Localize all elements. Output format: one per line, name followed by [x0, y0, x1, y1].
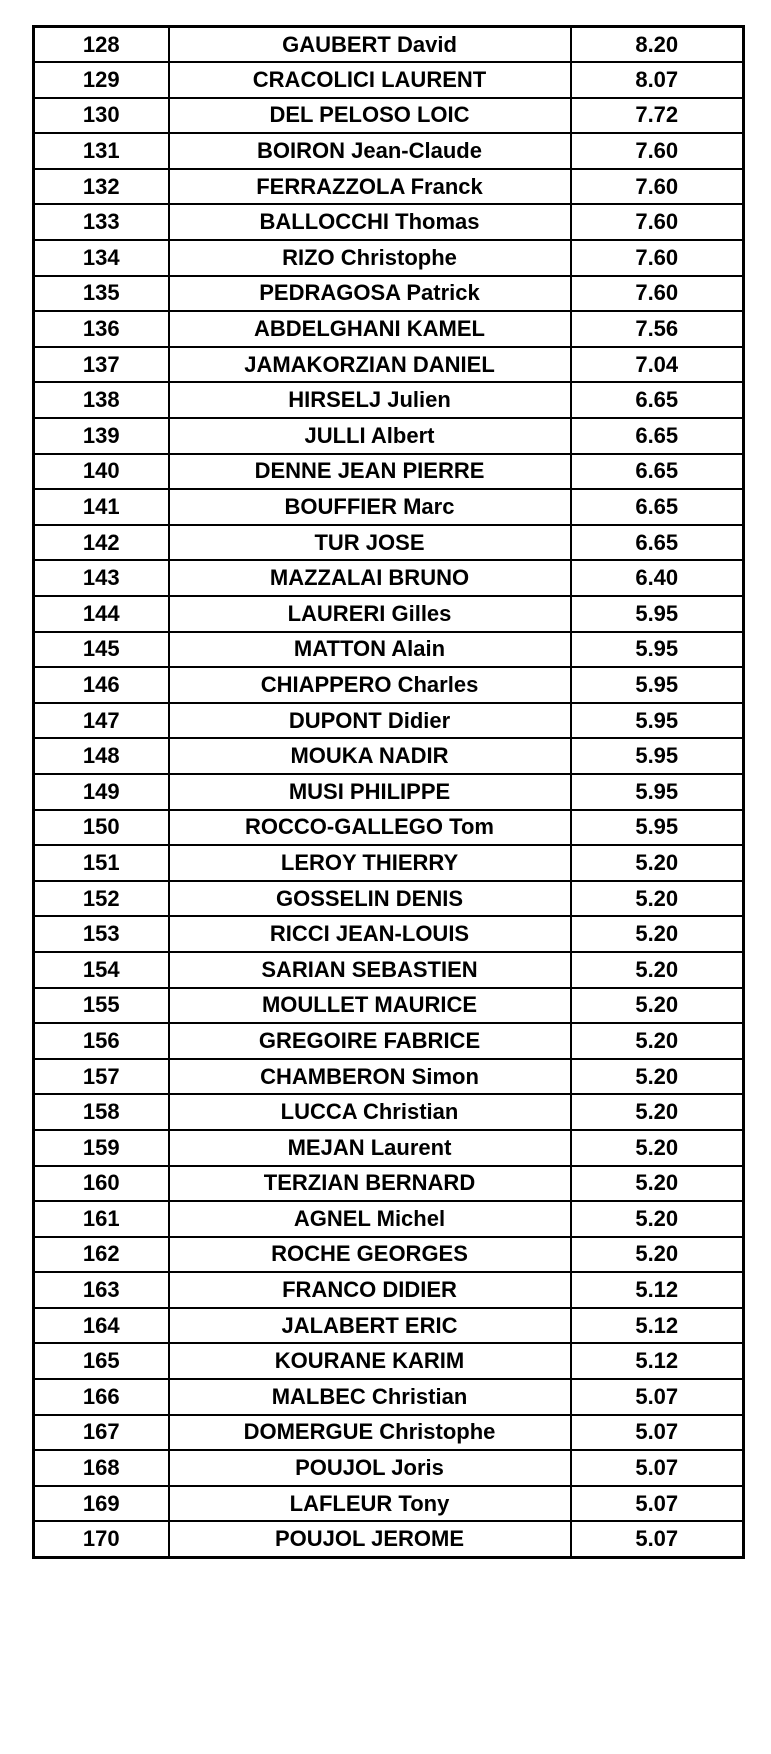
score-cell: 8.20 [571, 27, 744, 63]
name-cell: CRACOLICI LAURENT [169, 62, 571, 98]
name-cell: GREGOIRE FABRICE [169, 1023, 571, 1059]
score-cell: 5.20 [571, 881, 744, 917]
rank-cell: 137 [34, 347, 169, 383]
rank-cell: 154 [34, 952, 169, 988]
table-row [34, 1343, 744, 1379]
score-cell: 5.95 [571, 703, 744, 739]
score-cell: 7.60 [571, 204, 744, 240]
score-cell: 5.12 [571, 1343, 744, 1379]
name-cell: MUSI PHILIPPE [169, 774, 571, 810]
rank-cell: 162 [34, 1237, 169, 1273]
name-cell: HIRSELJ Julien [169, 382, 571, 418]
name-cell: TERZIAN BERNARD [169, 1166, 571, 1202]
name-cell: PEDRAGOSA Patrick [169, 276, 571, 312]
rank-cell: 161 [34, 1201, 169, 1237]
rank-cell: 164 [34, 1308, 169, 1344]
rank-cell: 132 [34, 169, 169, 205]
score-cell: 5.20 [571, 952, 744, 988]
table-row [34, 1094, 744, 1130]
name-cell: DUPONT Didier [169, 703, 571, 739]
name-cell: LEROY THIERRY [169, 845, 571, 881]
rank-cell: 147 [34, 703, 169, 739]
rank-cell: 145 [34, 632, 169, 668]
score-cell: 6.65 [571, 489, 744, 525]
name-cell: KOURANE KARIM [169, 1343, 571, 1379]
table-row [34, 1308, 744, 1344]
table-row [34, 1415, 744, 1451]
table-row [34, 1237, 744, 1273]
table-row [34, 916, 744, 952]
name-cell: TUR JOSE [169, 525, 571, 561]
name-cell: DEL PELOSO LOIC [169, 98, 571, 134]
rank-cell: 152 [34, 881, 169, 917]
table-row [34, 596, 744, 632]
name-cell: DENNE JEAN PIERRE [169, 454, 571, 490]
score-cell: 5.07 [571, 1486, 744, 1522]
rank-cell: 168 [34, 1450, 169, 1486]
name-cell: FERRAZZOLA Franck [169, 169, 571, 205]
score-cell: 5.95 [571, 596, 744, 632]
name-cell: LUCCA Christian [169, 1094, 571, 1130]
table-row [34, 133, 744, 169]
table-row [34, 311, 744, 347]
name-cell: RICCI JEAN-LOUIS [169, 916, 571, 952]
score-cell: 7.60 [571, 133, 744, 169]
table-row [34, 1059, 744, 1095]
name-cell: LAURERI Gilles [169, 596, 571, 632]
rank-cell: 163 [34, 1272, 169, 1308]
rank-cell: 130 [34, 98, 169, 134]
rank-cell: 135 [34, 276, 169, 312]
name-cell: CHIAPPERO Charles [169, 667, 571, 703]
table-row [34, 240, 744, 276]
table-row [34, 489, 744, 525]
table-row [34, 1201, 744, 1237]
score-cell: 7.04 [571, 347, 744, 383]
score-cell: 6.65 [571, 418, 744, 454]
score-cell: 8.07 [571, 62, 744, 98]
rank-cell: 140 [34, 454, 169, 490]
table-row [34, 1450, 744, 1486]
name-cell: AGNEL Michel [169, 1201, 571, 1237]
name-cell: BALLOCCHI Thomas [169, 204, 571, 240]
table-row [34, 1521, 744, 1557]
score-cell: 7.56 [571, 311, 744, 347]
table-row [34, 810, 744, 846]
table-row [34, 98, 744, 134]
name-cell: DOMERGUE Christophe [169, 1415, 571, 1451]
name-cell: MOUKA NADIR [169, 738, 571, 774]
table-row [34, 204, 744, 240]
rank-cell: 131 [34, 133, 169, 169]
score-cell: 5.95 [571, 738, 744, 774]
score-cell: 5.20 [571, 1130, 744, 1166]
table-row [34, 1023, 744, 1059]
name-cell: BOUFFIER Marc [169, 489, 571, 525]
name-cell: CHAMBERON Simon [169, 1059, 571, 1095]
name-cell: ABDELGHANI KAMEL [169, 311, 571, 347]
name-cell: GOSSELIN DENIS [169, 881, 571, 917]
name-cell: MEJAN Laurent [169, 1130, 571, 1166]
rank-cell: 133 [34, 204, 169, 240]
table-row [34, 845, 744, 881]
rank-cell: 141 [34, 489, 169, 525]
name-cell: LAFLEUR Tony [169, 1486, 571, 1522]
table-row [34, 1486, 744, 1522]
rank-cell: 166 [34, 1379, 169, 1415]
score-cell: 6.65 [571, 525, 744, 561]
score-cell: 5.12 [571, 1272, 744, 1308]
name-cell: SARIAN SEBASTIEN [169, 952, 571, 988]
score-cell: 5.95 [571, 774, 744, 810]
table-row [34, 881, 744, 917]
table-row [34, 667, 744, 703]
table-row [34, 347, 744, 383]
name-cell: ROCCO-GALLEGO Tom [169, 810, 571, 846]
rank-cell: 167 [34, 1415, 169, 1451]
table-row [34, 703, 744, 739]
table-row [34, 454, 744, 490]
rank-cell: 151 [34, 845, 169, 881]
score-cell: 5.20 [571, 1059, 744, 1095]
score-cell: 5.20 [571, 1094, 744, 1130]
rank-cell: 128 [34, 27, 169, 63]
rank-cell: 156 [34, 1023, 169, 1059]
score-cell: 6.65 [571, 382, 744, 418]
rank-cell: 142 [34, 525, 169, 561]
name-cell: MALBEC Christian [169, 1379, 571, 1415]
table-row [34, 1379, 744, 1415]
score-cell: 5.20 [571, 1023, 744, 1059]
rank-cell: 170 [34, 1521, 169, 1557]
name-cell: MATTON Alain [169, 632, 571, 668]
rank-cell: 153 [34, 916, 169, 952]
score-cell: 5.20 [571, 1201, 744, 1237]
rank-cell: 169 [34, 1486, 169, 1522]
rank-cell: 136 [34, 311, 169, 347]
table-row [34, 1130, 744, 1166]
score-cell: 6.40 [571, 560, 744, 596]
score-cell: 5.20 [571, 988, 744, 1024]
score-cell: 5.20 [571, 916, 744, 952]
score-cell: 6.65 [571, 454, 744, 490]
score-cell: 5.95 [571, 810, 744, 846]
rank-cell: 159 [34, 1130, 169, 1166]
name-cell: JAMAKORZIAN DANIEL [169, 347, 571, 383]
score-cell: 5.20 [571, 1237, 744, 1273]
name-cell: POUJOL Joris [169, 1450, 571, 1486]
table-row [34, 560, 744, 596]
table-row [34, 382, 744, 418]
score-cell: 5.20 [571, 845, 744, 881]
rank-cell: 160 [34, 1166, 169, 1202]
table-row [34, 988, 744, 1024]
rank-cell: 138 [34, 382, 169, 418]
table-row [34, 632, 744, 668]
score-cell: 7.60 [571, 169, 744, 205]
rank-cell: 129 [34, 62, 169, 98]
rank-cell: 143 [34, 560, 169, 596]
rank-cell: 157 [34, 1059, 169, 1095]
score-cell: 5.07 [571, 1521, 744, 1557]
rank-cell: 139 [34, 418, 169, 454]
name-cell: GAUBERT David [169, 27, 571, 63]
score-cell: 5.95 [571, 632, 744, 668]
rank-cell: 134 [34, 240, 169, 276]
score-cell: 5.20 [571, 1166, 744, 1202]
table-row [34, 418, 744, 454]
score-cell: 5.07 [571, 1379, 744, 1415]
name-cell: JULLI Albert [169, 418, 571, 454]
score-cell: 7.72 [571, 98, 744, 134]
rank-cell: 146 [34, 667, 169, 703]
score-cell: 5.12 [571, 1308, 744, 1344]
name-cell: RIZO Christophe [169, 240, 571, 276]
name-cell: JALABERT ERIC [169, 1308, 571, 1344]
name-cell: MOULLET MAURICE [169, 988, 571, 1024]
rank-cell: 155 [34, 988, 169, 1024]
table-row [34, 1166, 744, 1202]
rank-cell: 149 [34, 774, 169, 810]
score-cell: 7.60 [571, 276, 744, 312]
table-row [34, 276, 744, 312]
rank-cell: 158 [34, 1094, 169, 1130]
score-cell: 5.07 [571, 1415, 744, 1451]
table-row [34, 774, 744, 810]
table-row [34, 1272, 744, 1308]
table-row [34, 952, 744, 988]
name-cell: POUJOL JEROME [169, 1521, 571, 1557]
table-row [34, 62, 744, 98]
score-cell: 5.95 [571, 667, 744, 703]
ranking-table-body [34, 27, 744, 1558]
table-row [34, 738, 744, 774]
table-row [34, 525, 744, 561]
rank-cell: 144 [34, 596, 169, 632]
name-cell: FRANCO DIDIER [169, 1272, 571, 1308]
score-cell: 7.60 [571, 240, 744, 276]
name-cell: ROCHE GEORGES [169, 1237, 571, 1273]
rank-cell: 165 [34, 1343, 169, 1379]
name-cell: MAZZALAI BRUNO [169, 560, 571, 596]
name-cell: BOIRON Jean-Claude [169, 133, 571, 169]
ranking-table [32, 25, 745, 1559]
score-cell: 5.07 [571, 1450, 744, 1486]
table-row [34, 27, 744, 63]
rank-cell: 148 [34, 738, 169, 774]
rank-cell: 150 [34, 810, 169, 846]
table-row [34, 169, 744, 205]
